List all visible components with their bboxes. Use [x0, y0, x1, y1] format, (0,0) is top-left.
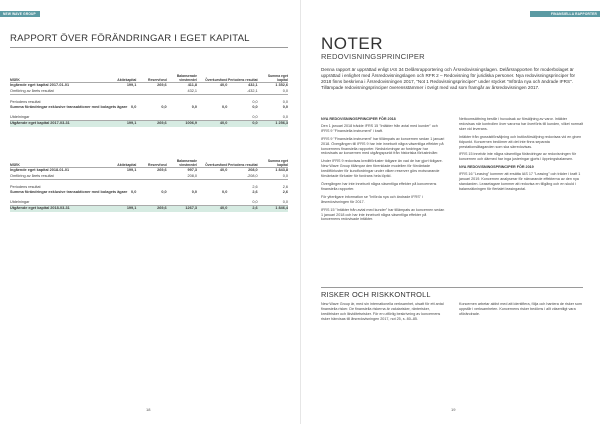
cell-value: 997,3: [187, 168, 197, 173]
note-paragraph: Den 1 januari 2018 trädde IFRS 15 "Intäkter från avtal med kunder" och IFRS 9 "Finansiella instrument" i kraft.: [321, 123, 438, 133]
cell-value: 0,0: [252, 105, 258, 110]
column-header: Summa eget kapital: [258, 159, 288, 168]
row-label: Utgående eget kapital 2017-03-31: [10, 121, 106, 127]
equity-table-2017: [10, 74, 288, 127]
note-subheading: NYA REDOVISNINGSPRINCIPER FÖR 2018: [321, 117, 396, 121]
note-paragraph: Nettoomsättning består i huvudsak av försäljning av varor. Intäkter redovisas när kontrollen över varorna har överförts till kunden, vilket normalt sker vid leverans.: [459, 117, 583, 131]
row-label: Utdelningar: [10, 200, 106, 206]
cell-value: 208,0: [167, 174, 197, 180]
right-page: [300, 0, 600, 424]
cell-value: 1006,9: [167, 121, 197, 127]
cell-value: 269,6: [157, 83, 167, 88]
cell-value: 1 256,3: [258, 121, 288, 127]
note-paragraph: IFRS 15 innebär inte några väsentliga förändringar av redovisningen för koncernen och därmed har inga justeringar gjorts i öppningsbalansen.: [459, 152, 577, 162]
page-title: RAPPORT ÖVER FÖRÄNDRINGAR I EGET KAPITAL: [10, 33, 250, 44]
cell-value: -432,1: [227, 89, 257, 95]
cell-value: 0,0: [282, 105, 288, 110]
note-paragraph: För ytterligare information se "Införda nya och ändrade IFRS" i årsredovisningen för 2017.: [321, 194, 423, 204]
cell-value: 0,0: [282, 99, 288, 104]
row-label: Ingående eget kapital 2018-01-01: [10, 168, 70, 173]
cell-value: 2,6: [227, 206, 257, 212]
cell-value: 1 843,8: [275, 168, 288, 173]
cell-value: 0,0: [258, 174, 288, 180]
cell-value: -208,0: [227, 174, 257, 180]
note-paragraph: IFRS 9 "Finansiella instrument" har tillämpats av koncernen sedan 1 januari 2018. Övergången till IFRS 9 har inte inneburit några väsentliga effekter på koncernens finansiella rapporter. Nedskrivningar av fordringar har redovisats av koncernen med utgångspunkt från historiska förlustnivåer.: [321, 136, 445, 156]
notes-column-right: [459, 117, 583, 195]
table-row: [10, 206, 288, 212]
equity-table-2018: [10, 159, 288, 212]
row-label: Ingående eget kapital 2017-01-01: [10, 83, 70, 88]
currency-label: MSEK: [10, 74, 106, 83]
cell-value: 40,0: [219, 168, 228, 173]
note-paragraph: Intäkter från grossistförsäljning och butiksförsäljning redovisas vid en given tidpunkt. Koncernen bedömer att det inte finns separata prestationsåtaganden som ska särredovisas.: [459, 134, 582, 149]
risk-divider: [321, 287, 583, 288]
cell-value: 0,0: [227, 121, 257, 127]
column-header: Summa eget kapital: [258, 74, 288, 83]
row-label: Omföring av årets resultat: [10, 89, 106, 95]
row-label: Summa förändringar exklusive transaktioner med bolagets ägare: [10, 190, 128, 195]
notes-column-left: [321, 117, 445, 225]
column-header: Periodens resultat: [227, 74, 257, 83]
cell-value: 2,6: [282, 190, 288, 195]
notes-subheading: REDOVISNINGSPRINCIPER: [321, 52, 425, 61]
risk-paragraph: New Wave Group är, med sin internationella verksamhet, utsatt för ett antal finansiella risker. De finansiella riskerna är valutarisker, ränterisker, kreditrisker och likviditetsrisker. För en utförlig beskrivning av koncernens risker hänvisas till årsredovisningen 2017, not 25, s. 80–85.: [321, 302, 444, 321]
cell-value: 208,0: [248, 168, 258, 173]
section-tab: NEW WAVE GROUP: [0, 11, 40, 17]
cell-value: 199,1: [126, 83, 137, 88]
note-subheading: NYA REDOVISNINGSPRINCIPER FÖR 2019: [459, 165, 534, 170]
cell-value: 0,0: [258, 200, 288, 206]
cell-value: 40,0: [197, 206, 227, 212]
cell-value: 0,0: [258, 89, 288, 95]
table-row: [10, 121, 288, 127]
cell-value: 2,6: [252, 184, 258, 189]
page-number: 18: [146, 407, 151, 412]
cell-value: 40,0: [219, 83, 228, 88]
column-header: Periodens resultat: [227, 159, 257, 168]
column-header: Överkursfond: [197, 159, 227, 168]
row-label: Periodens resultat: [10, 99, 41, 104]
note-paragraph: IFRS 15 "Intäkter från avtal med kunder" har tillämpats av koncernen sedan 1 januari 2018 och har inte inneburit några väsentliga effekter på koncernens redovisade intäkter.: [321, 207, 445, 222]
risk-heading: RISKER OCH RISKKONTROLL: [321, 290, 431, 299]
column-header: Aktiekapital: [106, 159, 136, 168]
cell-value: 0,0: [227, 200, 257, 206]
table-header-row: [10, 159, 288, 168]
notes-heading: NOTER: [321, 34, 383, 53]
column-header: Balanserade vinstmedel: [167, 74, 197, 83]
row-label: Summa förändringar exklusive transaktioner med bolagets ägare: [10, 105, 128, 110]
row-label: Utgående eget kapital 2018-03-31: [10, 206, 106, 212]
cell-value: 0,0: [258, 115, 288, 121]
cell-value: 2,6: [282, 184, 288, 189]
cell-value: 0,0: [191, 190, 197, 195]
note-paragraph: Under IFRS 9 redovisas kreditförluster tidigare än vad de har gjort tidigare. New Wave Group tillämpar den förenklade modellen för förväntade kreditförluster för kundfordringar under vilken reserver görs motsvarande förväntade förluster för fordrans hela löptid.: [321, 159, 443, 179]
column-header: Reservfond: [136, 159, 166, 168]
cell-value: 40,0: [197, 121, 227, 127]
table-header-row: [10, 74, 288, 83]
column-header: Överkursfond: [197, 74, 227, 83]
note-paragraph: Övergången har inte inneburit några väsentliga effekter på koncernens finansiella rapporter.: [321, 181, 437, 191]
title-divider: [10, 47, 288, 48]
cell-value: 199,1: [106, 121, 136, 127]
cell-value: 1 352,6: [275, 83, 288, 88]
cell-value: 0,0: [227, 115, 257, 121]
cell-value: 269,6: [157, 168, 167, 173]
cell-value: 1 846,4: [258, 206, 288, 212]
cell-value: 1267,3: [167, 206, 197, 212]
cell-value: 0,0: [131, 105, 137, 110]
column-header: Balanserade vinstmedel: [167, 159, 197, 168]
row-label: Omföring av årets resultat: [10, 174, 106, 180]
currency-label: MSEK: [10, 159, 106, 168]
cell-value: 0,0: [161, 105, 167, 110]
intro-paragraph: Denna rapport är upprättad enligt IAS 34 Delårsrapportering och Årsredovisningslagen. Delårsrapporten för moderbolaget är upprättad i enlighet med Årsredovisningslagen och RFR 2 – Redovisning för juridiska personer. Nya redovisningsprinciper för 2018 finns beskrivna i Årsredovisningen 2017, "Not 1 Redovisningsprinciper" under stycket "Införda nya och ändrade IFRS". Tillämpade redovisningsprinciper överensstämmer i övrigt med vad som framgår av årsredovisningen 2017.: [321, 67, 576, 90]
cell-value: 0,0: [222, 105, 228, 110]
column-header: Aktiekapital: [106, 74, 136, 83]
note-paragraph: IFRS 16 "Leasing" kommer att ersätta IAS 17 "Leasing" och träder i kraft 1 januari 2019. Koncernen analyserar för närvarande effekterna av den nya standarden. Leasetagare kommer att redovisa en tillgång och en skuld i balansräkningen för flertalet leasingavtal.: [459, 172, 581, 191]
cell-value: 269,6: [136, 121, 166, 127]
row-label: Utdelningar: [10, 115, 106, 121]
cell-value: 269,6: [136, 206, 166, 212]
cell-value: 0,0: [131, 190, 137, 195]
risk-column-right: [459, 302, 583, 320]
page-number: 19: [451, 407, 456, 412]
row-label: Periodens resultat: [10, 184, 41, 189]
cell-value: 0,0: [161, 190, 167, 195]
cell-value: 2,6: [252, 190, 258, 195]
cell-value: 199,1: [106, 206, 136, 212]
cell-value: 432,1: [248, 83, 258, 88]
cell-value: 411,8: [187, 83, 197, 88]
cell-value: 0,0: [191, 105, 197, 110]
cell-value: 199,1: [126, 168, 137, 173]
risk-column-left: [321, 302, 445, 325]
risk-paragraph: Koncernen arbetar aktivt med att identifiera, följa och hantera de risker som uppstår i verksamheten. Koncernens risker bedöms i allt väsentligt vara oförändrade.: [459, 302, 582, 316]
cell-value: 0,0: [222, 190, 228, 195]
column-header: Reservfond: [136, 74, 166, 83]
cell-value: 0,0: [252, 99, 258, 104]
section-tab: FINANSIELLA RAPPORTER: [530, 11, 600, 17]
cell-value: 432,1: [167, 89, 197, 95]
